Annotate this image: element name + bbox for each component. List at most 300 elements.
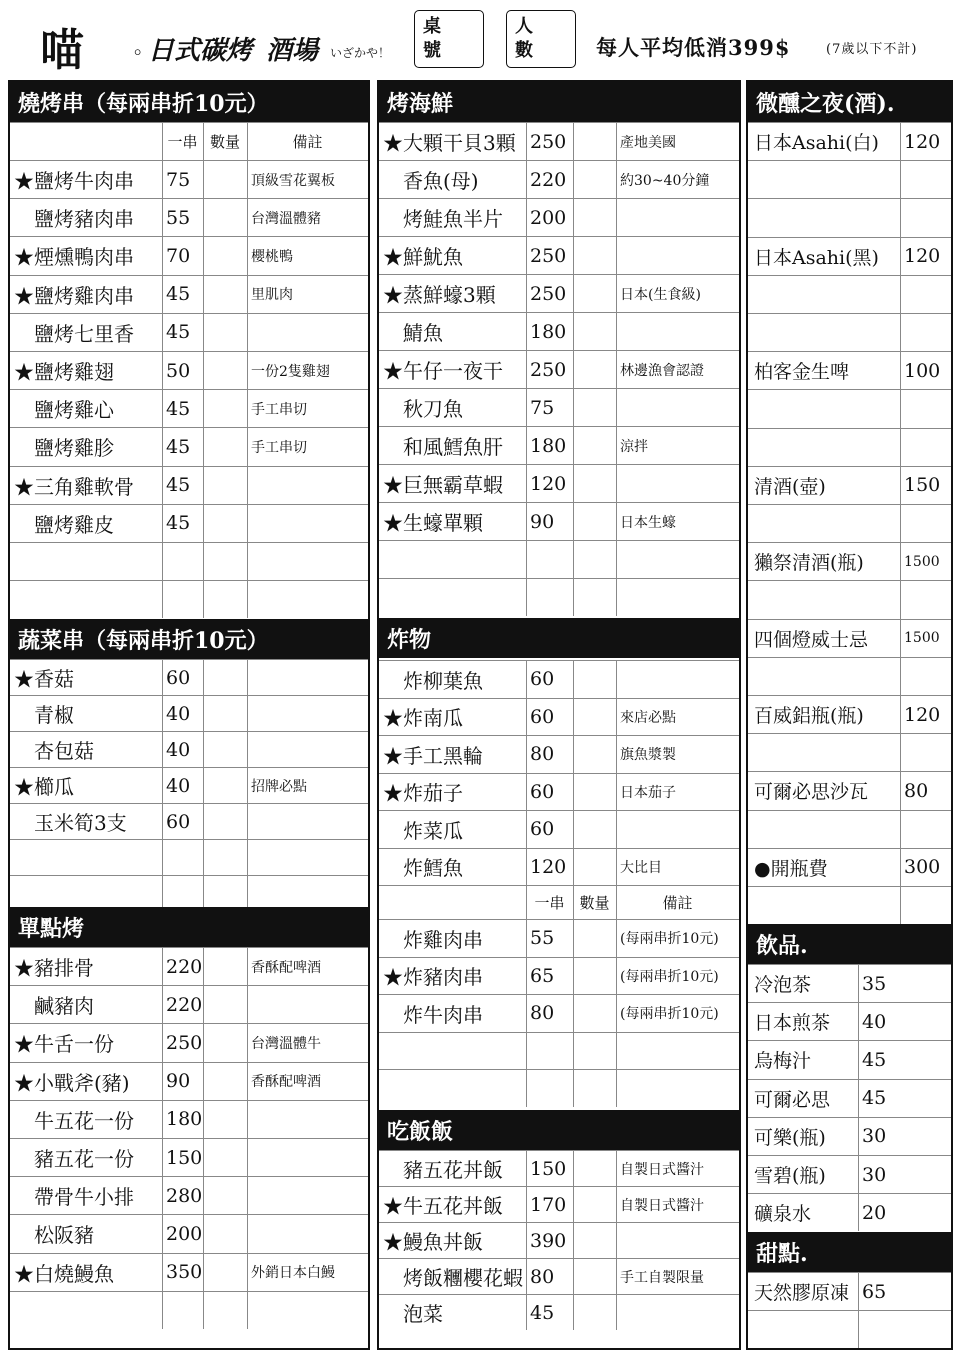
- header-price: 一串: [167, 133, 198, 151]
- item-price: [900, 314, 951, 351]
- rice-row: [379, 1222, 739, 1258]
- item-name: 可樂(瓶): [754, 1126, 826, 1149]
- alcohol-row: [748, 504, 951, 542]
- item-name: ★櫛瓜: [14, 775, 74, 799]
- alcohol-row: [748, 160, 951, 198]
- item-note: [616, 811, 739, 848]
- vegetable-row: [10, 731, 368, 767]
- item-name: 帶骨牛小排: [14, 1185, 134, 1210]
- alcohol-row: [748, 428, 951, 466]
- item-name: 豬五花丼飯: [383, 1158, 503, 1182]
- item-note: [616, 541, 739, 578]
- single-grill-row: [10, 1138, 368, 1176]
- item-name: ★香菇: [14, 667, 74, 691]
- item-price: 55: [166, 206, 191, 229]
- item-note: 涼拌: [620, 438, 648, 455]
- item-price: 75: [166, 168, 191, 191]
- item-name: 烤飯糰櫻花蝦: [383, 1266, 523, 1290]
- item-price: 200: [166, 1222, 203, 1245]
- item-price: 80: [530, 743, 555, 766]
- item-quantity[interactable]: [203, 161, 247, 198]
- vegetable-row: [10, 659, 368, 695]
- item-quantity[interactable]: [573, 123, 616, 160]
- item-quantity[interactable]: [573, 958, 616, 995]
- item-quantity[interactable]: [203, 1292, 247, 1329]
- item-price: [162, 1292, 203, 1329]
- item-price: 45: [166, 474, 191, 497]
- item-price: 45: [166, 397, 191, 420]
- item-price: 120: [904, 245, 941, 268]
- item-price: 220: [530, 168, 567, 191]
- item-note: 台灣溫體牛: [251, 1035, 321, 1052]
- item-price: 30: [862, 1125, 887, 1148]
- item-quantity[interactable]: [203, 986, 247, 1023]
- item-note: [247, 876, 368, 911]
- item-note: [616, 1295, 739, 1330]
- item-name: ★三角雞軟骨: [14, 474, 134, 499]
- fried-row: [379, 773, 739, 811]
- item-quantity[interactable]: [573, 1295, 616, 1330]
- item-quantity[interactable]: [573, 275, 616, 312]
- item-name: ★白燒鰻魚: [14, 1261, 114, 1286]
- section-vegetable-title: 蔬菜串（每兩串折10元）: [10, 619, 368, 659]
- alcohol-row: [748, 695, 951, 733]
- vegetable-row: [10, 875, 368, 911]
- seafood-row: [379, 540, 739, 578]
- item-quantity[interactable]: [203, 1063, 247, 1100]
- section-single-grill-title: 單點烤: [10, 907, 368, 947]
- item-quantity[interactable]: [203, 876, 247, 911]
- item-quantity[interactable]: [573, 313, 616, 350]
- alcohol-row: [748, 275, 951, 313]
- item-note: 日本茄子: [620, 784, 676, 801]
- item-name: 日本Asahi(白): [754, 132, 879, 155]
- item-note: (每兩串折10元): [620, 1006, 719, 1023]
- item-note: [616, 579, 739, 616]
- item-price: [162, 840, 203, 875]
- item-quantity[interactable]: [573, 1070, 616, 1107]
- item-name: 豬五花一份: [14, 1147, 134, 1172]
- item-quantity[interactable]: [203, 199, 247, 236]
- item-name: [754, 390, 898, 427]
- item-name: ★豬排骨: [14, 956, 94, 981]
- item-name: 鯖魚: [383, 321, 443, 345]
- item-name: [754, 199, 898, 236]
- column-grill: [8, 80, 370, 1350]
- item-name: ★巨無霸草蝦: [383, 473, 503, 497]
- item-note: [616, 199, 739, 236]
- item-name: ★手工黑輪: [383, 743, 483, 768]
- seafood-row: [379, 578, 739, 616]
- item-name: 日本Asahi(黑): [754, 246, 879, 269]
- item-price: [900, 811, 951, 848]
- item-quantity[interactable]: [573, 920, 616, 957]
- item-name: 炸鱈魚: [383, 856, 463, 881]
- alcohol-row: [748, 389, 951, 427]
- item-quantity[interactable]: [203, 1254, 247, 1291]
- item-quantity[interactable]: [203, 948, 247, 985]
- header-note: 備註: [292, 133, 323, 151]
- item-name: ★小戰斧(豬): [14, 1070, 130, 1095]
- single-grill-row: [10, 947, 368, 985]
- item-price: [900, 658, 951, 695]
- item-quantity[interactable]: [573, 661, 616, 698]
- item-price: 20: [862, 1201, 887, 1224]
- header-price: 一串: [534, 894, 565, 912]
- item-quantity[interactable]: [203, 505, 247, 542]
- item-name: [754, 1311, 856, 1348]
- item-name: [754, 581, 898, 618]
- item-name: ★炸茄子: [383, 781, 463, 806]
- item-quantity[interactable]: [203, 840, 247, 875]
- item-name: 柏客金生啤: [754, 361, 850, 384]
- soft-drinks-row: [748, 964, 951, 1002]
- item-quantity[interactable]: [203, 467, 247, 504]
- item-price: 90: [530, 510, 555, 533]
- item-note: 日本生蠔: [620, 514, 676, 531]
- item-quantity[interactable]: [573, 699, 616, 736]
- item-quantity[interactable]: [573, 1223, 616, 1258]
- alcohol-row: [748, 657, 951, 695]
- item-name: ★鹽烤雞翅: [14, 360, 114, 385]
- item-name: ★鹽烤牛肉串: [14, 169, 134, 194]
- logo-dot: 。: [134, 34, 154, 58]
- item-quantity[interactable]: [573, 774, 616, 811]
- item-note: (每兩串折10元): [620, 968, 719, 985]
- item-name: 炸柳葉魚: [383, 668, 483, 693]
- soft-drinks-row: [748, 1079, 951, 1117]
- single-grill-row: [10, 1291, 368, 1329]
- item-quantity[interactable]: [203, 1101, 247, 1138]
- item-name: 鹽烤豬肉串: [14, 207, 134, 232]
- item-quantity[interactable]: [203, 581, 247, 618]
- item-note: [247, 581, 368, 618]
- section-rice-title: 吃飯飯: [379, 1110, 739, 1150]
- item-note: 林邊漁會認證: [620, 362, 704, 379]
- item-quantity[interactable]: [573, 579, 616, 616]
- item-name: ★午仔一夜干: [383, 359, 503, 383]
- item-price: 65: [530, 964, 555, 987]
- item-price: 90: [166, 1070, 191, 1093]
- item-price: 50: [166, 359, 191, 382]
- item-name: 雪碧(瓶): [754, 1165, 826, 1188]
- item-name: ★炸南瓜: [383, 706, 463, 731]
- item-name: 鹹豬肉: [14, 994, 94, 1019]
- item-note: [247, 804, 368, 839]
- item-note: [247, 1292, 368, 1329]
- item-price: [526, 541, 573, 578]
- item-note: [247, 986, 368, 1023]
- item-quantity[interactable]: [573, 736, 616, 773]
- fried-skewers-row: [379, 957, 739, 995]
- item-price: 120: [904, 703, 941, 726]
- item-quantity[interactable]: [573, 351, 616, 388]
- item-price: 350: [166, 1261, 203, 1284]
- item-price: [900, 581, 951, 618]
- item-quantity[interactable]: [203, 804, 247, 839]
- item-note: 櫻桃鴨: [251, 248, 293, 265]
- table-number-label: 桌號: [423, 16, 441, 61]
- item-quantity[interactable]: [203, 696, 247, 731]
- item-quantity[interactable]: [573, 1033, 616, 1070]
- alcohol-row: [748, 351, 951, 389]
- logo-subtitle: 日式碳烤: [148, 36, 253, 66]
- item-name: 烤鮭魚半片: [383, 207, 503, 231]
- item-quantity[interactable]: [573, 237, 616, 274]
- seafood-row: [379, 464, 739, 502]
- vegetable-row: [10, 803, 368, 839]
- item-price: 80: [904, 779, 929, 802]
- item-price: 45: [862, 1087, 887, 1110]
- item-quantity[interactable]: [573, 503, 616, 540]
- item-note: 約30~40分鐘: [620, 172, 710, 189]
- item-price: [858, 1311, 951, 1348]
- item-name: ★生蠔單顆: [383, 511, 483, 535]
- item-price: 35: [862, 972, 887, 995]
- item-quantity[interactable]: [573, 465, 616, 502]
- item-name: [383, 541, 524, 578]
- item-quantity[interactable]: [203, 1177, 247, 1214]
- item-price: [526, 579, 573, 616]
- item-price: 40: [166, 702, 191, 725]
- item-name: [383, 579, 524, 616]
- item-quantity[interactable]: [573, 199, 616, 236]
- seafood-row: [379, 122, 739, 160]
- skewers-row: [10, 351, 368, 389]
- item-price: 250: [530, 358, 567, 381]
- item-note: 招牌必點: [251, 778, 307, 795]
- seafood-row: [379, 350, 739, 388]
- item-quantity[interactable]: [203, 314, 247, 351]
- item-note: [247, 1177, 368, 1214]
- item-quantity[interactable]: [203, 276, 247, 313]
- skewers-row: [10, 389, 368, 427]
- item-price: 150: [166, 1146, 203, 1169]
- item-price: 120: [530, 472, 567, 495]
- item-quantity[interactable]: [573, 811, 616, 848]
- item-quantity[interactable]: [573, 541, 616, 578]
- item-name: 牛五花一份: [14, 1108, 134, 1133]
- single-grill-row: [10, 985, 368, 1023]
- item-note: [247, 660, 368, 695]
- fried-row: [379, 848, 739, 886]
- item-price: 45: [862, 1048, 887, 1071]
- fried-row: [379, 698, 739, 736]
- item-quantity[interactable]: [573, 1151, 616, 1186]
- item-note: [247, 1101, 368, 1138]
- seafood-row: [379, 160, 739, 198]
- header-quantity: 數量: [579, 894, 610, 912]
- item-quantity[interactable]: [203, 543, 247, 580]
- item-name: 冷泡茶: [754, 974, 812, 997]
- item-note: 香酥配啤酒: [251, 959, 321, 976]
- item-name: 可爾必思: [754, 1088, 831, 1111]
- rice-row: [379, 1186, 739, 1222]
- item-note: 旗魚漿製: [620, 747, 676, 764]
- item-quantity[interactable]: [203, 237, 247, 274]
- item-price: 60: [530, 705, 555, 728]
- item-quantity[interactable]: [203, 1139, 247, 1176]
- item-quantity[interactable]: [203, 428, 247, 465]
- logo-kana: いざかや！: [330, 46, 391, 60]
- item-name: 鹽烤雞心: [14, 398, 114, 423]
- item-price: 250: [530, 244, 567, 267]
- item-note: 一份2隻雞翅: [251, 363, 330, 380]
- item-price: 180: [166, 1108, 203, 1131]
- alcohol-row: [748, 886, 951, 924]
- item-name: 炸雞肉串: [383, 927, 483, 952]
- item-price: 120: [904, 130, 941, 153]
- item-price: 220: [166, 955, 203, 978]
- item-name: 松阪豬: [14, 1223, 94, 1248]
- rice-row: [379, 1150, 739, 1186]
- item-quantity[interactable]: [573, 427, 616, 464]
- item-note: 產地美國: [620, 134, 676, 151]
- minimum-charge: 每人平均低消399$: [596, 35, 791, 60]
- item-price: 220: [166, 993, 203, 1016]
- item-name: [383, 1070, 524, 1107]
- item-price: 60: [530, 668, 555, 691]
- item-price: 1500: [904, 553, 940, 570]
- item-price: 75: [530, 396, 555, 419]
- item-note: 外銷日本白鰻: [251, 1265, 335, 1282]
- single-grill-row: [10, 1023, 368, 1061]
- fried-row: [379, 735, 739, 773]
- item-note: 香酥配啤酒: [251, 1074, 321, 1091]
- single-grill-row: [10, 1253, 368, 1291]
- item-note: 手工串切: [251, 439, 307, 456]
- item-name: 青椒: [14, 703, 74, 727]
- item-price: [900, 161, 951, 198]
- item-price: 1500: [904, 630, 940, 647]
- item-price: 40: [166, 774, 191, 797]
- item-note: 日本(生食級): [620, 286, 701, 303]
- item-note: 頂級雪花翼板: [251, 172, 335, 189]
- item-price: 55: [530, 927, 555, 950]
- item-name: [754, 658, 898, 695]
- item-price: [900, 887, 951, 924]
- alcohol-row: [748, 122, 951, 160]
- item-price: 300: [904, 856, 941, 879]
- section-seafood-title: 烤海鮮: [379, 82, 739, 122]
- item-note: 來店必點: [620, 709, 676, 726]
- item-quantity[interactable]: [573, 849, 616, 886]
- item-price: [900, 429, 951, 466]
- item-note: [616, 1070, 739, 1107]
- item-quantity[interactable]: [573, 1187, 616, 1222]
- item-note: [616, 389, 739, 426]
- section-skewers-title: 燒烤串（每兩串折10元）: [10, 82, 368, 122]
- item-quantity[interactable]: [573, 995, 616, 1032]
- seafood-row: [379, 502, 739, 540]
- alcohol-row: [748, 771, 951, 809]
- menu-header: [0, 0, 960, 80]
- minimum-charge-note: (7歲以下不計): [826, 42, 918, 57]
- item-price: 180: [530, 320, 567, 343]
- alcohol-row: [748, 619, 951, 657]
- item-note: 自製日式醬汁: [620, 1197, 704, 1214]
- column-drinks: [746, 80, 953, 1350]
- seafood-row: [379, 312, 739, 350]
- item-quantity[interactable]: [203, 660, 247, 695]
- item-price: [526, 1070, 573, 1107]
- item-price: [900, 390, 951, 427]
- skewers-row: [10, 236, 368, 274]
- single-grill-row: [10, 1100, 368, 1138]
- item-quantity[interactable]: [203, 352, 247, 389]
- item-name: 玉米筍3支: [14, 811, 127, 835]
- fried-skewers-row: [379, 994, 739, 1032]
- item-name: [14, 1292, 160, 1329]
- item-price: 60: [166, 810, 191, 833]
- item-price: 150: [530, 1157, 567, 1180]
- item-name: 炸菜瓜: [383, 818, 463, 843]
- skewers-column-header: [10, 122, 368, 160]
- item-note: [616, 1033, 739, 1070]
- item-quantity[interactable]: [203, 768, 247, 803]
- item-price: 45: [166, 283, 191, 306]
- item-name: [754, 734, 898, 771]
- item-name: 秋刀魚: [383, 397, 463, 421]
- header-note: 備註: [662, 894, 693, 912]
- item-price: 60: [166, 666, 191, 689]
- item-name: [14, 876, 160, 911]
- item-note: [247, 467, 368, 504]
- item-name: ●開瓶費: [754, 857, 828, 880]
- item-price: 40: [166, 738, 191, 761]
- dessert-row: [748, 1272, 951, 1310]
- seafood-row: [379, 198, 739, 236]
- item-quantity[interactable]: [573, 389, 616, 426]
- item-quantity[interactable]: [203, 390, 247, 427]
- item-note: [247, 314, 368, 351]
- item-note: 大比目: [620, 859, 662, 876]
- people-count-box[interactable]: [506, 10, 576, 68]
- item-name: 泡菜: [383, 1302, 443, 1326]
- item-note: [247, 1215, 368, 1252]
- item-price: 150: [904, 474, 941, 497]
- item-price: 180: [530, 434, 567, 457]
- item-price: 60: [530, 818, 555, 841]
- item-quantity[interactable]: [203, 1024, 247, 1061]
- seafood-row: [379, 236, 739, 274]
- item-note: [616, 313, 739, 350]
- item-quantity[interactable]: [573, 1259, 616, 1294]
- item-quantity[interactable]: [203, 732, 247, 767]
- skewers-row: [10, 313, 368, 351]
- item-quantity[interactable]: [573, 161, 616, 198]
- item-name: 香魚(母): [383, 169, 479, 193]
- people-count-label: 人數: [515, 16, 533, 61]
- item-price: [900, 276, 951, 313]
- item-name: ★牛舌一份: [14, 1032, 114, 1057]
- item-name: ★大顆干貝3顆: [383, 131, 516, 155]
- fried-skewers-row: [379, 919, 739, 957]
- fried-row: [379, 810, 739, 848]
- item-price: 40: [862, 1010, 887, 1033]
- item-price: 45: [166, 435, 191, 458]
- vegetable-row: [10, 839, 368, 875]
- item-price: 80: [530, 1265, 555, 1288]
- item-note: (每兩串折10元): [620, 931, 719, 948]
- item-note: [616, 237, 739, 274]
- item-quantity[interactable]: [203, 1215, 247, 1252]
- fried-row: [379, 660, 739, 698]
- soft-drinks-row: [748, 1002, 951, 1040]
- rice-row: [379, 1294, 739, 1330]
- alcohol-row: [748, 810, 951, 848]
- table-number-box[interactable]: [414, 10, 484, 68]
